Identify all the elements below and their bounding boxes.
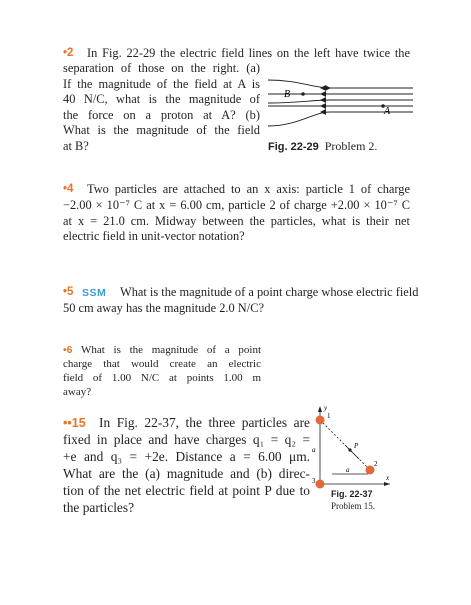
problem-text-line: If the magnitude of the field at A is (63, 77, 260, 91)
charges-figure (312, 404, 392, 496)
figure-caption (268, 139, 377, 154)
ssm-badge: SSM (82, 287, 107, 299)
problem-text-line: −2.00 × 10⁻⁷ C at x = 6.00 cm, particle 2 of charge +2.00 × 10⁻⁷ C (63, 198, 410, 212)
problem-number: •5 (63, 286, 74, 298)
problem-text-line: separation of those on the right. (a) (63, 61, 260, 75)
problem-text-line: In Fig. 22-29 the electric field lines on the left have twice the (87, 46, 410, 60)
point-b-label: B (284, 89, 291, 100)
particle-3 (316, 480, 325, 489)
field-lines-figure (268, 76, 413, 136)
particle-2-label: 2 (374, 460, 378, 468)
problem-number: •2 (63, 47, 74, 59)
problem-text-line: charge that would create an electric (63, 358, 261, 370)
y-axis-label: y (324, 404, 328, 412)
problem-text-line: the particles? (63, 500, 135, 515)
problem-text-line: 40 N/C, what is the magnitude of (63, 92, 260, 106)
problem-number: •4 (63, 183, 74, 195)
point-p-label: P (354, 442, 359, 450)
problem-text-line: at x = 21.0 cm. Midway between the particles, what is their net (63, 214, 410, 228)
problem-text-line: In Fig. 22-37, the three particles are (99, 415, 310, 430)
problem-text-line: 50 cm away has the magnitude 2.0 N/C? (63, 301, 264, 315)
problem-number: •6 (63, 344, 73, 356)
point-p (348, 448, 351, 451)
figure-problem: Problem 2. (324, 139, 378, 153)
problem-text-line: field of 1.00 N/C at points 1.00 m (63, 372, 261, 384)
problem-text-line: the force on a proton at A? (b) (63, 108, 260, 122)
figure-problem: Problem 15. (331, 501, 375, 511)
particle-3-label: 3 (312, 477, 316, 485)
problem-text-line: What is the magnitude of the field (63, 123, 260, 137)
distance-a-vertical: a (312, 446, 316, 454)
problem-text-line: What is the magnitude of a point (81, 344, 261, 356)
problem-text-line: tion of the net electric field at point P due to (63, 483, 310, 498)
x-axis-label: x (386, 474, 390, 482)
particle-1 (316, 416, 325, 425)
problem-text-line: electric field in unit-vector notation? (63, 229, 245, 243)
problem-text-line: Two particles are attached to an x axis: particle 1 of charge (87, 182, 410, 196)
particle-1-label: 1 (327, 412, 331, 420)
distance-a-horizontal: a (346, 466, 350, 474)
problem-text-line: What is the magnitude of a point charge whose electric field (120, 285, 419, 299)
point-a-label: A (384, 106, 391, 117)
problem-text-line: What are the (a) magnitude and (b) direc- (63, 466, 310, 481)
figure-label: Fig. 22-29 (268, 141, 319, 153)
problem-text-line: +e and q₃ = +2e. Distance a = 6.00 μm. (63, 449, 310, 464)
problem-number: ••15 (63, 416, 86, 430)
problem-text-line: fixed in place and have charges q₁ = q₂ = (63, 432, 310, 447)
figure-label: Fig. 22-37 (331, 489, 373, 499)
problem-text-line: away? (63, 386, 92, 398)
problem-text-line: at B? (63, 139, 89, 153)
